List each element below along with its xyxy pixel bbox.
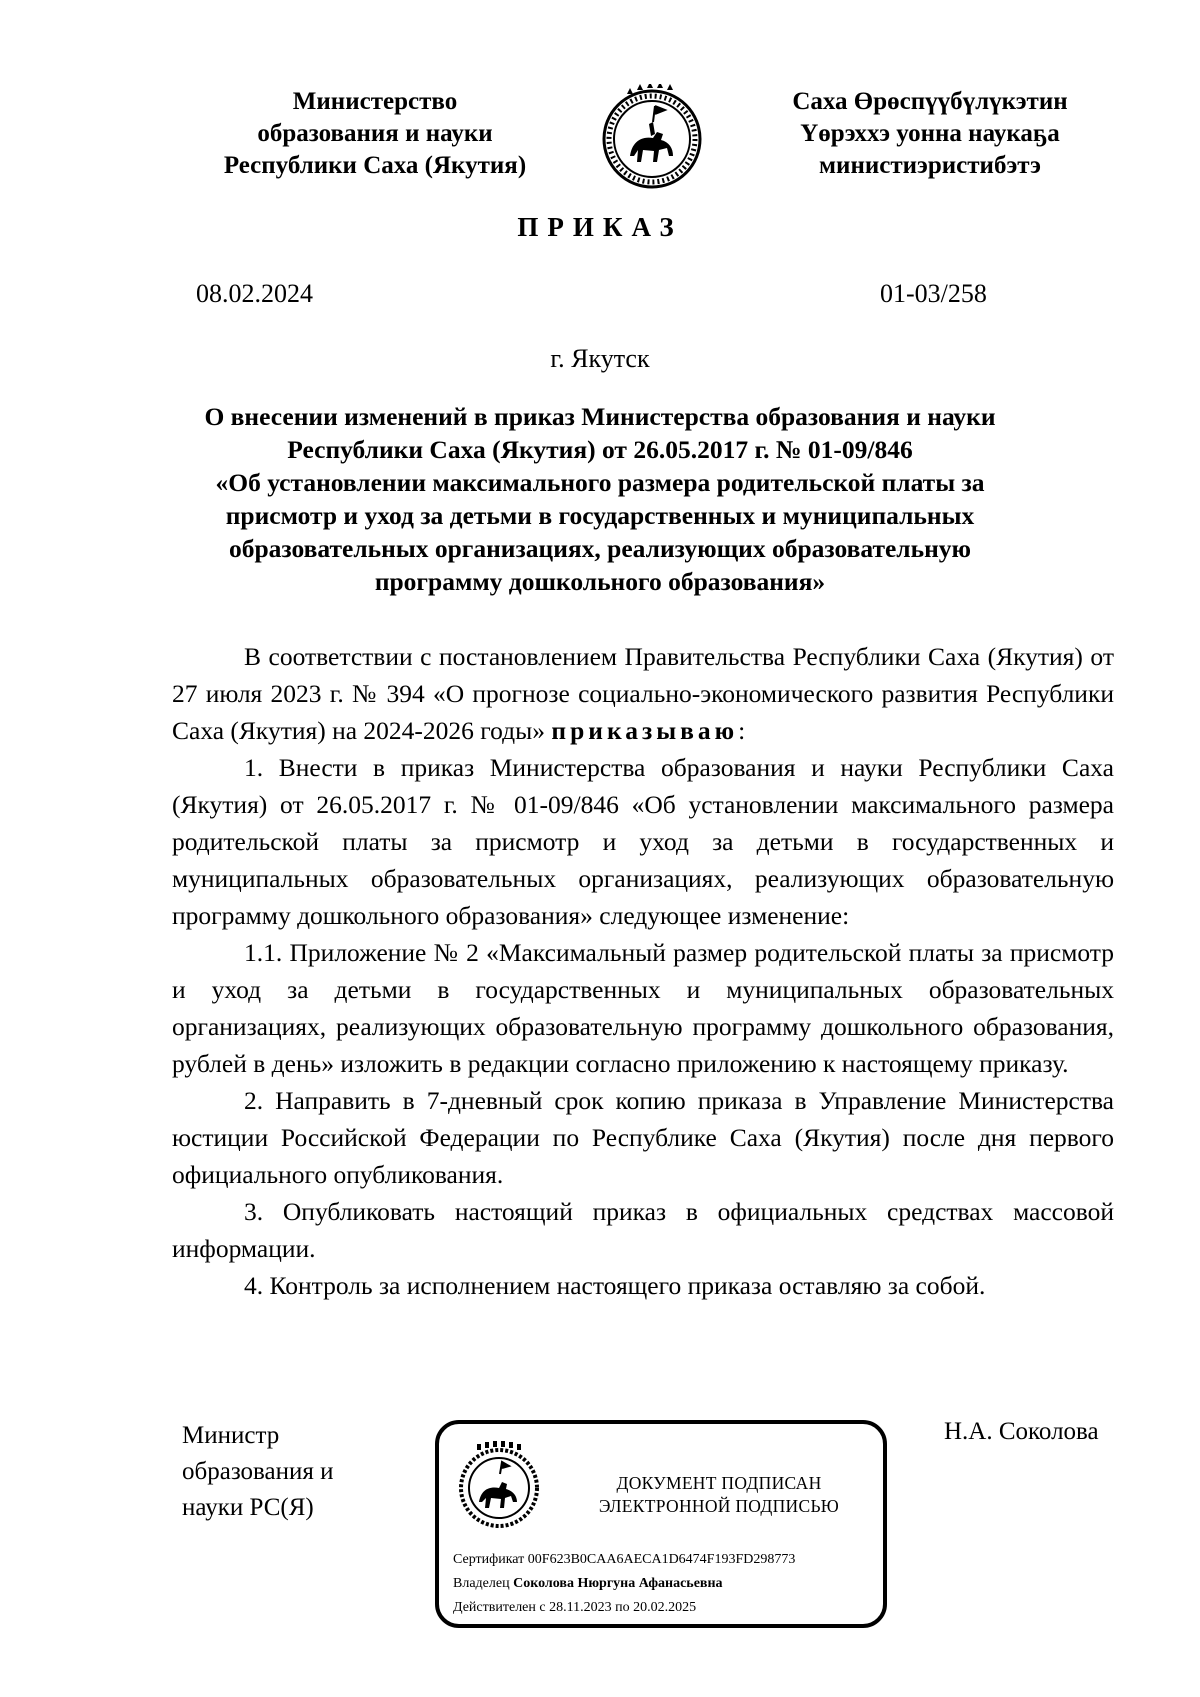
header-right-line: Саха Өрөспүүбүлүкэтин	[792, 88, 1068, 115]
validity-to: 20.02.2025	[633, 1600, 697, 1615]
certificate-value: 00F623B0CAA6AECA1D6474F193FD298773	[527, 1552, 796, 1567]
header-left-line: Республики Саха (Якутия)	[223, 152, 527, 179]
document-title: ПРИКАЗ	[517, 212, 683, 242]
ministry-name-sakha	[755, 86, 1105, 182]
sakha-republic-emblem-icon	[597, 84, 707, 194]
signer-position-line: Министр	[182, 1422, 280, 1449]
validity-from-label: с	[539, 1600, 546, 1615]
header-left-line: образования и науки	[257, 120, 493, 147]
certificate-label: Сертификат	[453, 1552, 525, 1567]
stamp-title	[549, 1472, 889, 1518]
header-left-line: Министерство	[292, 88, 458, 115]
validity-line	[453, 1600, 696, 1616]
validity-label: Действителен	[453, 1600, 536, 1615]
validity-from: 28.11.2023	[549, 1600, 612, 1615]
subject-line: присмотр и уход за детьми в государственных и муниципальных	[225, 501, 975, 530]
preamble-text: В соответствии с постановлением Правительства Республики Саха (Якутия) от 27 июля 2023 г. № 394 «О прогнозе социально-экономического развития Республики Саха (Якутия) на 2024-2026 годы»	[172, 642, 1114, 745]
city: г. Якутск	[550, 344, 650, 373]
stamp-title-line: ДОКУМЕНТ ПОДПИСАН	[616, 1473, 822, 1493]
signer-position	[182, 1418, 334, 1526]
subject-line: «Об установлении максимального размера родительской платы за	[215, 468, 985, 497]
preamble-paragraph	[172, 638, 1114, 749]
order-item: 3. Опубликовать настоящий приказ в официальных средствах массовой информации.	[172, 1197, 1114, 1263]
validity-to-label: по	[615, 1600, 630, 1615]
order-date: 08.02.2024	[196, 279, 313, 308]
signer-position-line: образования и	[182, 1458, 334, 1485]
owner-line	[453, 1576, 723, 1592]
order-subject	[170, 400, 1030, 598]
owner-label: Владелец	[453, 1576, 510, 1591]
order-body	[172, 638, 1114, 1304]
subject-line: программу дошкольного образования»	[374, 567, 826, 596]
stamp-emblem-icon	[451, 1438, 547, 1534]
signer-name: Н.А. Соколова	[944, 1418, 1099, 1445]
order-word: приказываю	[551, 716, 739, 745]
order-item: 4. Контроль за исполнением настоящего приказа оставляю за собой.	[244, 1271, 986, 1300]
order-item: 1. Внести в приказ Министерства образования и науки Республики Саха (Якутия) от 26.05.2017 г. № 01-09/846 «Об установлении максимального размера родительской платы за присмотр и уход за детьми в государственных и муниципальных образовательных организациях, реализующих образовательную программу дошкольного образования» следующее изменение:	[172, 753, 1114, 930]
subject-line: образовательных организациях, реализующих образовательную	[228, 534, 972, 563]
electronic-signature-stamp	[435, 1420, 887, 1628]
subject-line: О внесении изменений в приказ Министерства образования и науки	[204, 402, 996, 431]
subject-line: Республики Саха (Якутия) от 26.05.2017 г. № 01-09/846	[287, 435, 913, 464]
stamp-title-line: ЭЛЕКТРОННОЙ ПОДПИСЬЮ	[598, 1496, 840, 1516]
owner-value: Соколова Нюргуна Афанасьевна	[513, 1576, 723, 1591]
signer-position-line: науки РС(Я)	[182, 1494, 314, 1521]
order-item: 1.1. Приложение № 2 «Максимальный размер родительской платы за присмотр и уход за детьми в государственных и муниципальных образовательных организациях, реализующих образовательную программу дошкольного образования, рублей в день» изложить в редакции согласно приложению к настоящему приказу.	[172, 938, 1114, 1078]
order-number: 01-03/258	[880, 279, 987, 308]
ministry-name-russian	[175, 86, 575, 182]
preamble-colon: :	[738, 716, 746, 745]
header-right-line: Үөрэххэ уонна наукаҕа	[800, 120, 1060, 147]
order-item: 2. Направить в 7-дневный срок копию приказа в Управление Министерства юстиции Российской Федерации по Республике Саха (Якутия) после дня первого официального опубликования.	[172, 1086, 1114, 1189]
header-right-line: министиэристибэтэ	[819, 152, 1041, 179]
certificate-line	[453, 1552, 795, 1568]
